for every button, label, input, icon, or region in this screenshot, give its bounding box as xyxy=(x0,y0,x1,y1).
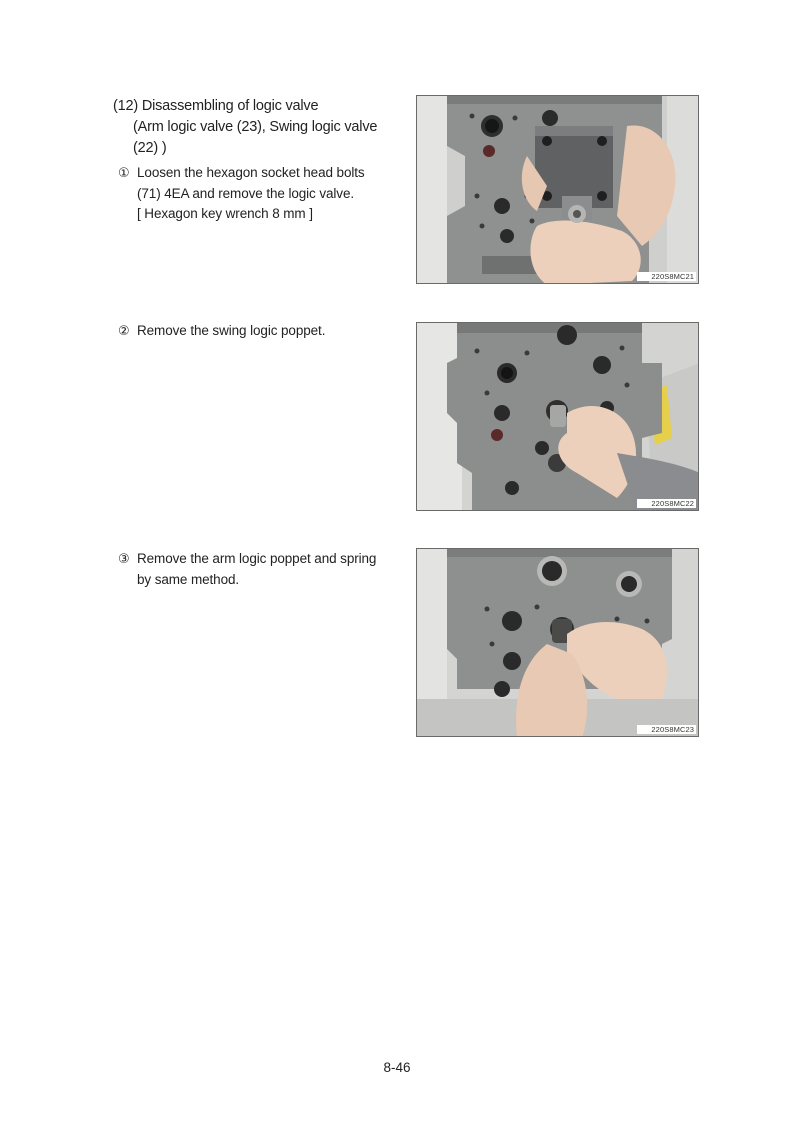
photo-logic-valve-removal xyxy=(416,95,699,284)
heading-line-3: (22) ) xyxy=(133,140,167,156)
step-2 xyxy=(118,321,383,342)
step-1-text-2: (71) 4EA and remove the logic valve. xyxy=(137,186,355,201)
step-2-marker: ② xyxy=(118,324,130,339)
step-1-text-3: [ Hexagon key wrench 8 mm ] xyxy=(137,206,313,221)
step-3 xyxy=(118,549,383,590)
heading-line-2: (Arm logic valve (23), Swing logic valve xyxy=(133,119,378,135)
photo-1-illustration xyxy=(417,96,699,284)
step-3-line-1 xyxy=(118,549,383,570)
photo-2-illustration xyxy=(417,323,699,511)
step-3-text-1: Remove the arm logic poppet and spring xyxy=(137,551,377,566)
step-2-text-1: Remove the swing logic poppet. xyxy=(137,323,326,338)
heading-line-1: (12) Disassembling of logic valve xyxy=(113,98,319,114)
section-heading xyxy=(113,96,383,159)
step-2-line-1 xyxy=(118,321,383,342)
step-1-marker: ① xyxy=(118,166,130,181)
step-3-text-2: by same method. xyxy=(137,572,240,587)
photo-swing-poppet-removal xyxy=(416,322,699,511)
photo-3-illustration xyxy=(417,549,699,737)
step-1-text-1: Loosen the hexagon socket head bolts xyxy=(137,165,365,180)
step-1-line-1 xyxy=(118,163,383,184)
page-number: 8-46 xyxy=(383,1060,411,1075)
photo-3-code: 220S8MC23 xyxy=(637,725,696,734)
photo-1-code: 220S8MC21 xyxy=(637,272,696,281)
step-1 xyxy=(118,163,383,224)
step-3-marker: ③ xyxy=(118,552,130,567)
photo-arm-poppet-removal xyxy=(416,548,699,737)
photo-2-code: 220S8MC22 xyxy=(637,499,696,508)
